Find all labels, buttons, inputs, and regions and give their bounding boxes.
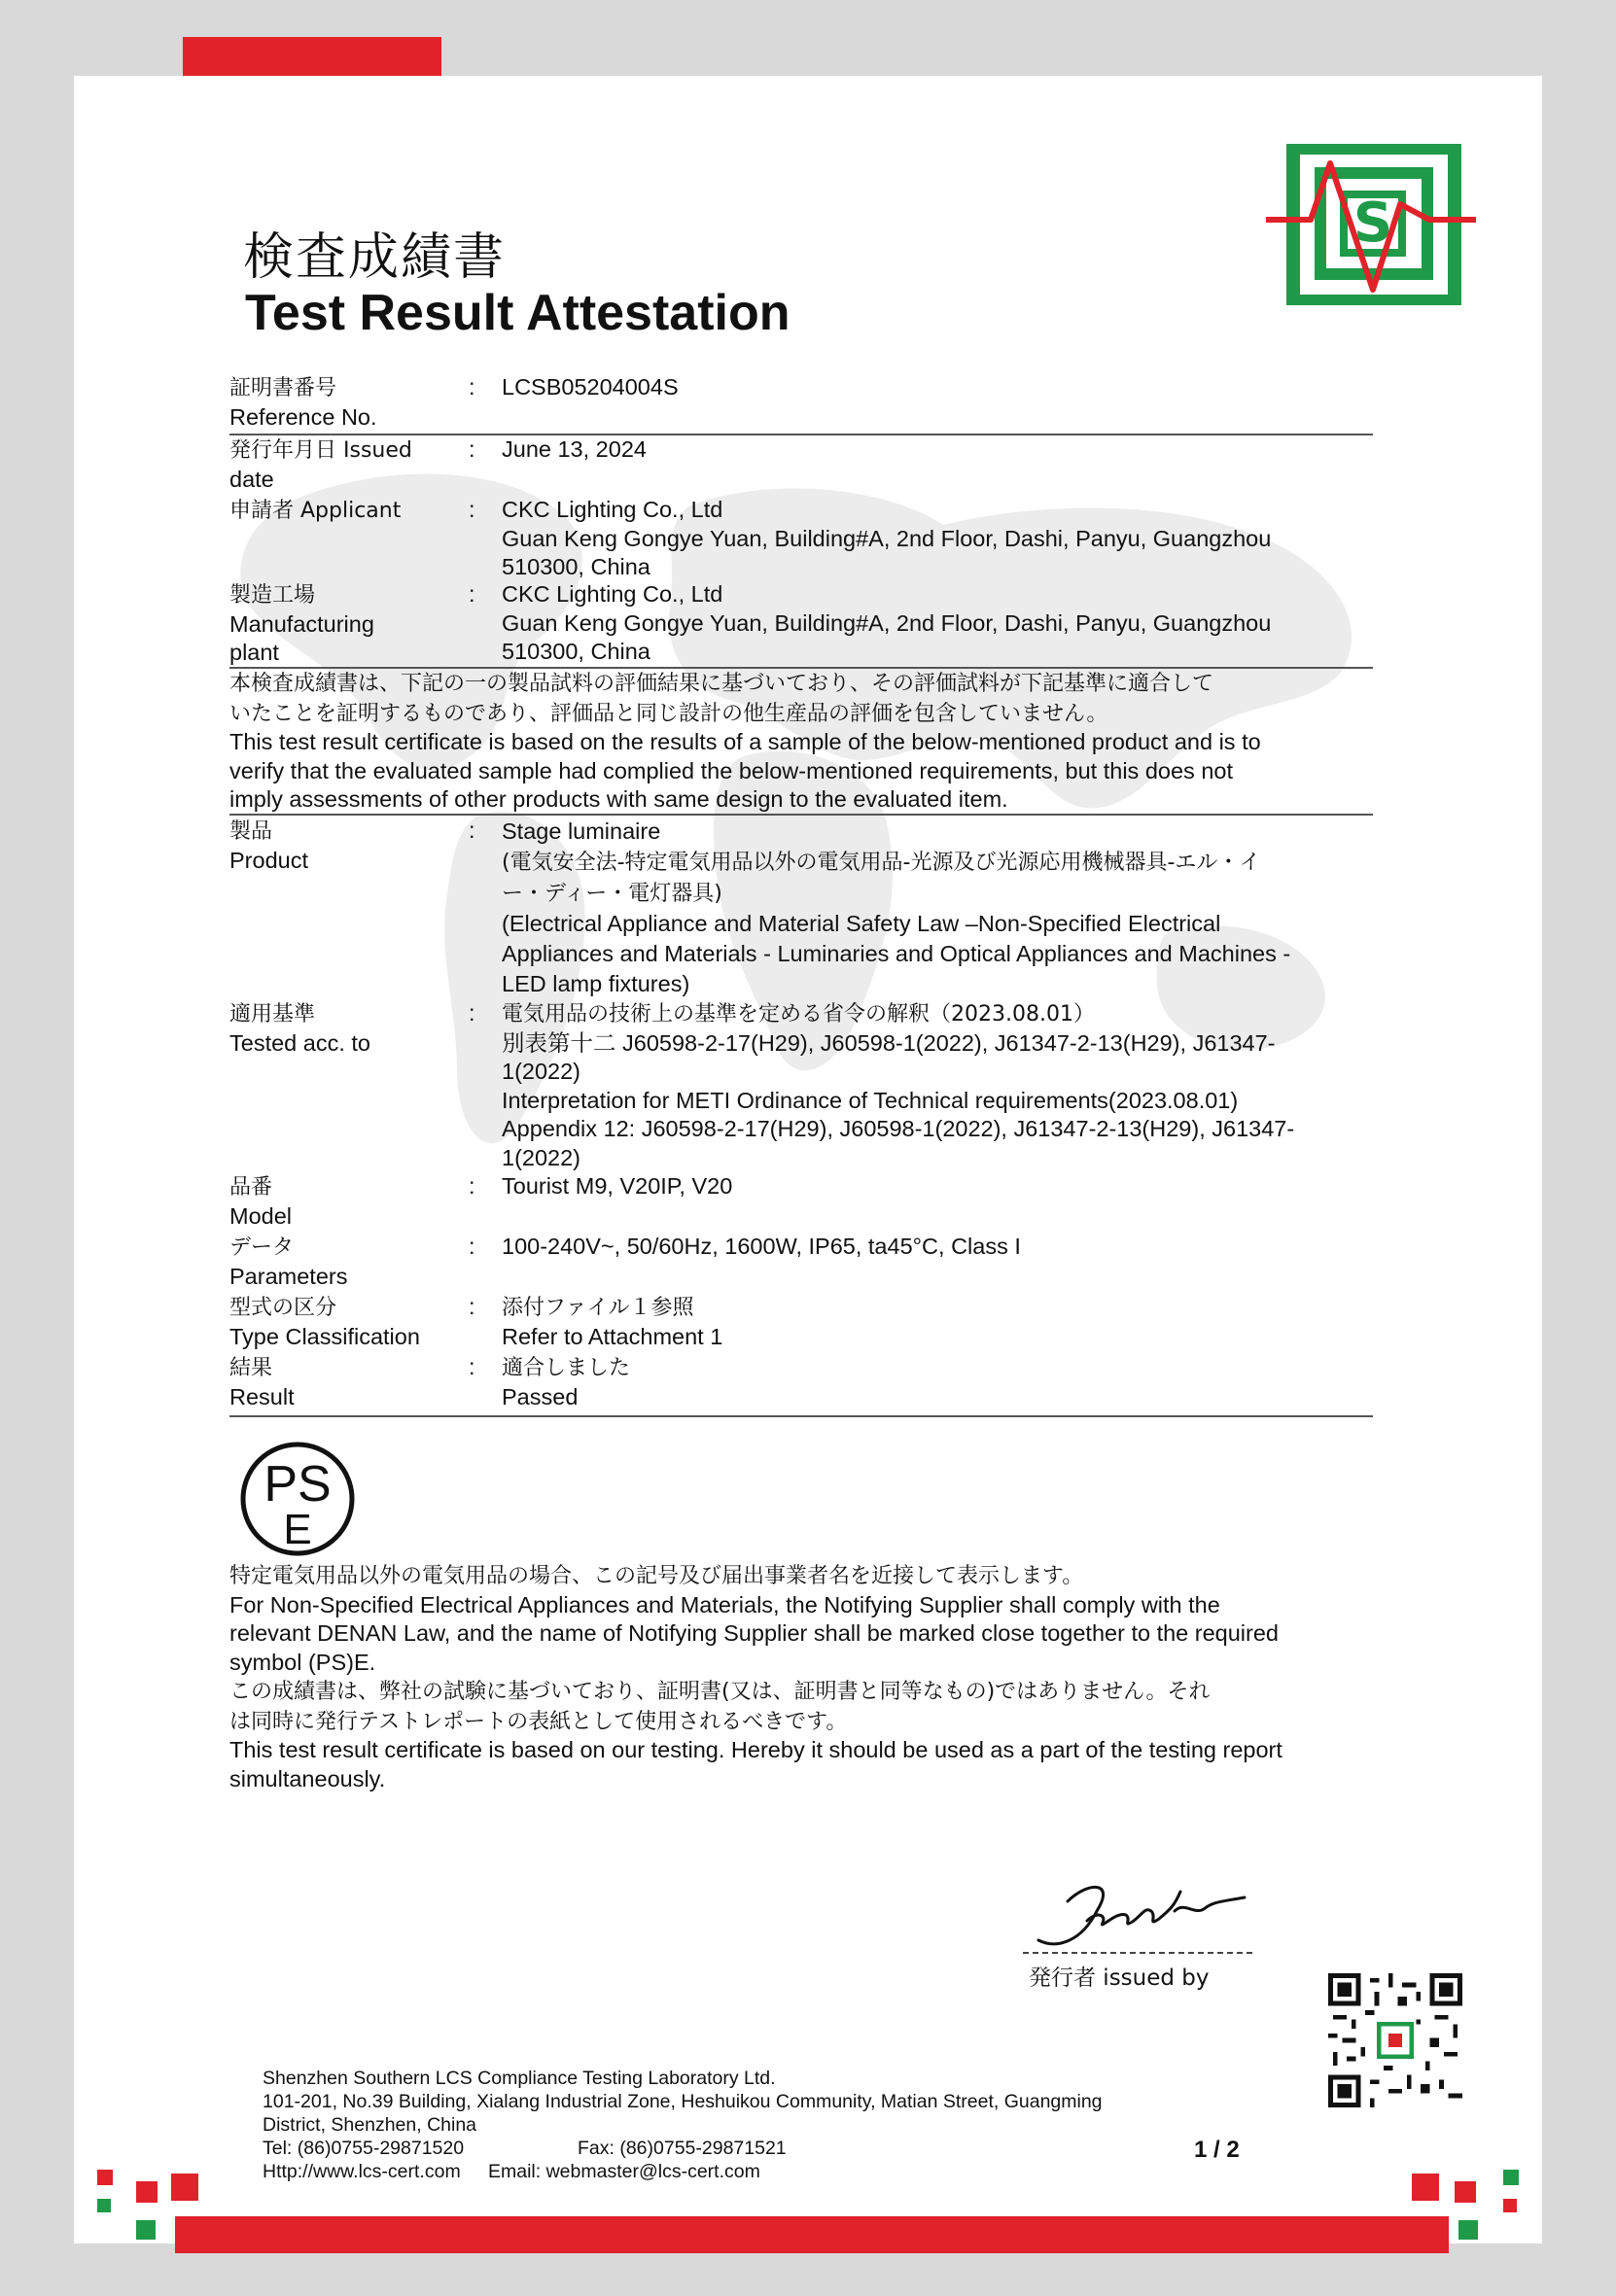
title-japanese: 検査成績書 xyxy=(243,228,507,287)
colon: : xyxy=(469,1234,475,1259)
statement-jp-line: いたことを証明するものであり、評価品と同じ設計の他生産品の評価を包含していません。 xyxy=(229,701,1108,726)
footer-fax: Fax: (86)0755-29871521 xyxy=(578,2138,787,2159)
standard-line: Appendix 12: J60598-2-17(H29), J60598-1(2022), J61347-2-13(H29), J61347- xyxy=(502,1116,1295,1141)
lcs-logo-icon xyxy=(1264,144,1478,305)
statement-paragraph xyxy=(229,669,1373,815)
decor-square xyxy=(1458,2220,1478,2240)
label-jp: 申請者 Applicant xyxy=(229,499,402,523)
label-jp: 適用基準 xyxy=(229,1002,316,1026)
footer-address-line2: District, Shenzhen, China xyxy=(263,2114,477,2136)
manufacturer-name: CKC Lighting Co., Ltd xyxy=(502,581,723,607)
issued-date: June 13, 2024 xyxy=(502,436,647,462)
manufacturer-postcode: 510300, China xyxy=(502,639,650,664)
label-jp: 証明書番号 xyxy=(229,376,337,400)
decor-square xyxy=(1503,2199,1517,2212)
statement-en-line: verify that the evaluated sample had complied the below-mentioned requirements, but this does not xyxy=(229,757,1233,783)
label-jp: データ xyxy=(229,1235,295,1260)
top-red-bar xyxy=(183,37,441,76)
product-category-en: Appliances and Materials - Luminaries and Optical Appliances and Machines - xyxy=(502,941,1291,966)
value-jp: 添付ファイル１参照 xyxy=(502,1296,694,1320)
pse-bottom-letter: E xyxy=(283,1506,312,1553)
decor-square xyxy=(97,2170,113,2185)
label-en: Parameters xyxy=(229,1263,348,1289)
manufacturer-value xyxy=(502,580,1377,667)
decor-square xyxy=(136,2220,156,2240)
standard-line: 電気用品の技術上の基準を定める省令の解釈（2023.08.01） xyxy=(502,1002,1095,1026)
parameters-value: 100-240V~, 50/60Hz, 1600W, IP65, ta45°C, Class I xyxy=(502,1234,1021,1259)
applicant-name: CKC Lighting Co., Ltd xyxy=(502,497,723,522)
reference-number: LCSB05204004S xyxy=(502,374,679,400)
pse-note-en: relevant DENAN Law, and the name of Notifying Supplier shall be marked close together to the required xyxy=(229,1620,1279,1646)
label-en: Product xyxy=(229,847,308,873)
bottom-red-bar xyxy=(175,2216,1449,2253)
standards-value xyxy=(502,999,1377,1172)
decor-square xyxy=(1412,2174,1439,2201)
statement-en-line: imply assessments of other products with same design to the evaluated item. xyxy=(229,786,1008,812)
applicant-address: Guan Keng Gongye Yuan, Building#A, 2nd Floor, Dashi, Panyu, Guangzhou xyxy=(502,525,1272,551)
pse-note-en: For Non-Specified Electrical Appliances and Materials, the Notifying Supplier shall comply with the xyxy=(229,1591,1220,1618)
decor-square xyxy=(97,2199,111,2212)
label-jp: 結果 xyxy=(229,1356,273,1380)
decor-square xyxy=(1503,2170,1519,2185)
colon: : xyxy=(469,436,475,462)
product-name: Stage luminaire xyxy=(502,818,661,844)
result-value xyxy=(502,1353,1377,1411)
colon: : xyxy=(469,1354,475,1379)
standard-line: Interpretation for METI Ordinance of Technical requirements(2023.08.01) xyxy=(502,1087,1239,1113)
logo-letter: S xyxy=(1353,191,1393,255)
product-category-en: (Electrical Appliance and Material Safety Law –Non-Specified Electrical xyxy=(502,911,1221,936)
footer-website[interactable]: Http://www.lcs-cert.com xyxy=(263,2161,461,2182)
label-en: Tested acc. to xyxy=(229,1029,370,1056)
label-en: Type Classification xyxy=(229,1323,420,1349)
label-en: date xyxy=(229,466,274,492)
footer-company: Shenzhen Southern LCS Compliance Testing Laboratory Ltd. xyxy=(263,2068,776,2089)
value-jp: 適合しました xyxy=(502,1356,631,1380)
applicant-value xyxy=(502,496,1377,582)
label-jp: 製造工場 xyxy=(229,583,316,608)
standard-line: 1(2022) xyxy=(502,1059,580,1084)
pse-top-letters: PS xyxy=(263,1456,332,1513)
colon: : xyxy=(469,1294,475,1319)
basis-note-jp: この成績書は、弊社の試験に基づいており、証明書(又は、証明書と同等なもの)ではありません。それ xyxy=(229,1680,1211,1704)
product-category-jp: ー・ディー・電灯器具) xyxy=(502,882,722,906)
label-jp: 発行年月日 Issued xyxy=(229,438,412,463)
label-jp: 品番 xyxy=(229,1175,273,1200)
pse-note-jp: 特定電気用品以外の電気用品の場合、この記号及び届出事業者名を近接して表示します。 xyxy=(229,1564,1084,1588)
page-number: 1 / 2 xyxy=(1194,2137,1240,2163)
divider xyxy=(229,1415,1373,1417)
title-english: Test Result Attestation xyxy=(245,285,790,341)
decor-square xyxy=(1455,2181,1476,2203)
issued-by-label: 発行者 issued by xyxy=(1029,1966,1210,1991)
pse-note-en: symbol (PS)E. xyxy=(229,1649,376,1675)
label-en: plant xyxy=(229,640,279,665)
colon: : xyxy=(469,374,475,400)
footer-address-line1: 101-201, No.39 Building, Xialang Industrial Zone, Heshuikou Community, Matian Street, Guangming xyxy=(263,2091,1103,2112)
colon: : xyxy=(469,818,475,843)
basis-note-jp: は同時に発行テストレポートの表紙として使用されるべきです。 xyxy=(229,1709,848,1734)
product-value xyxy=(502,817,1377,999)
footer-tel: Tel: (86)0755-29871520 xyxy=(263,2138,465,2159)
label-en: Reference No. xyxy=(229,403,377,430)
colon: : xyxy=(469,581,475,607)
label-en: Model xyxy=(229,1202,293,1229)
standard-line: 別表第十二 J60598-2-17(H29), J60598-1(2022), J61347-2-13(H29), J61347- xyxy=(502,1029,1276,1056)
statement-jp-line: 本検査成績書は、下記の一の製品試料の評価結果に基づいており、その評価試料が下記基準に適合して xyxy=(229,672,1214,696)
product-category-en: LED lamp fixtures) xyxy=(502,971,690,996)
label-jp: 製品 xyxy=(229,819,273,844)
label-jp: 型式の区分 xyxy=(229,1296,337,1320)
colon: : xyxy=(469,1173,475,1199)
qr-code-icon xyxy=(1328,1973,1462,2107)
decor-square xyxy=(136,2181,158,2203)
applicant-postcode: 510300, China xyxy=(502,554,650,579)
manufacturer-address: Guan Keng Gongye Yuan, Building#A, 2nd Floor, Dashi, Panyu, Guangzhou xyxy=(502,609,1272,636)
standard-line: 1(2022) xyxy=(502,1144,580,1170)
product-category-jp: (電気安全法-特定電気用品以外の電気用品-光源及び光源応用機械器具-エル・イ xyxy=(502,851,1261,875)
model-value: Tourist M9, V20IP, V20 xyxy=(502,1173,733,1199)
pse-mark-icon xyxy=(237,1439,358,1559)
divider xyxy=(229,814,1373,816)
notes-paragraph xyxy=(229,1561,1373,1793)
statement-en-line: This test result certificate is based on the results of a sample of the below-mentioned product and is to xyxy=(229,729,1261,754)
label-en: Result xyxy=(229,1383,295,1409)
type-classification-value xyxy=(502,1293,1377,1351)
footer-email[interactable]: Email: webmaster@lcs-cert.com xyxy=(488,2161,760,2182)
label-en: Manufacturing xyxy=(229,610,374,637)
colon: : xyxy=(469,497,475,522)
basis-note-en: This test result certificate is based on our testing. Hereby it should be used as a part of the testing report xyxy=(229,1737,1282,1762)
signature-line xyxy=(1023,1952,1252,1954)
value-en: Passed xyxy=(502,1383,579,1409)
signature-icon xyxy=(1029,1872,1254,1960)
basis-note-en: simultaneously. xyxy=(229,1765,386,1792)
value-en: Refer to Attachment 1 xyxy=(502,1323,723,1349)
decor-square xyxy=(171,2174,198,2201)
colon: : xyxy=(469,1000,475,1026)
